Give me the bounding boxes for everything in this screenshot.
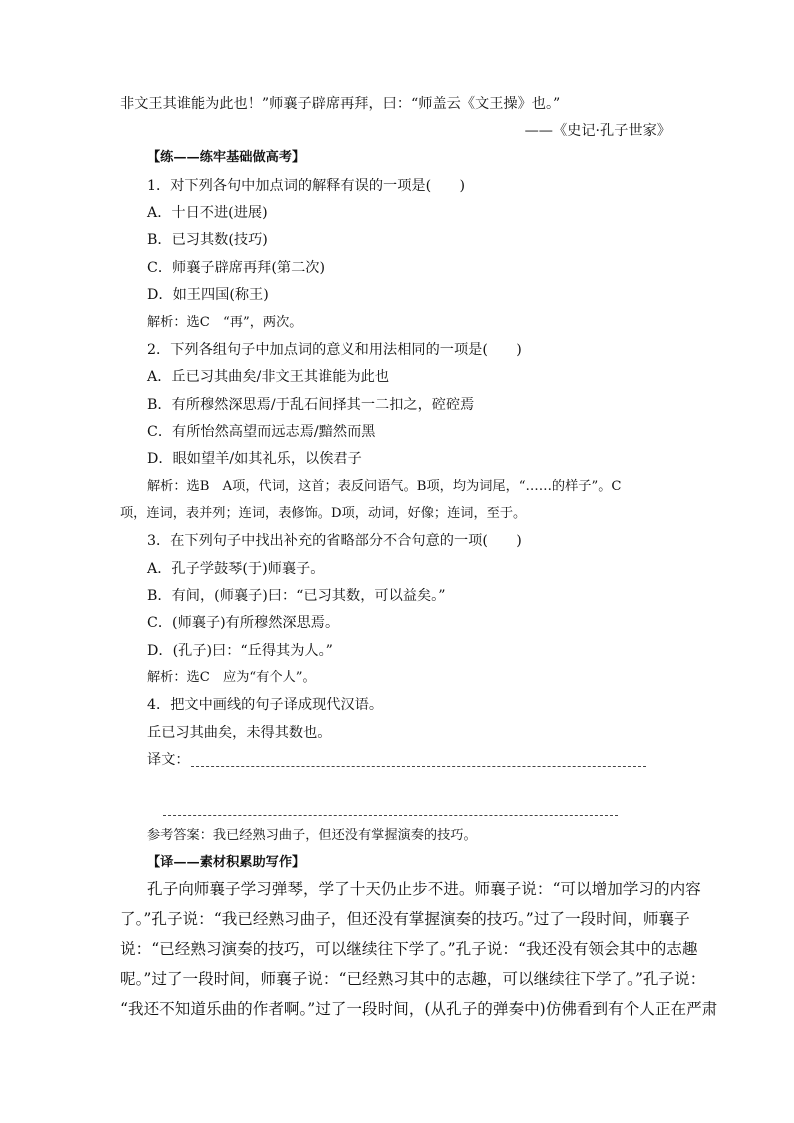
question-2-analysis-line-1: 解析：选B A项，代词，这首；表反问语气。B项，均为词尾，“……的样子”。C [147, 479, 622, 494]
section-heading-translation: 【译——素材积累助写作】 [147, 855, 306, 870]
question-1-stem: 1．对下列各句中加点词的解释有误的一项是( ) [147, 178, 466, 194]
translation-paragraph-line-4: 呢。”过了一段时间，师襄子说：“已经熟习其中的志趣，可以继续往下学了。”孔子说： [120, 970, 706, 988]
question-2-analysis-line-2: 项，连词，表并列；连词，表修饰。D项，动词，好像；连词，至于。 [120, 506, 527, 521]
question-1-option-d: D．如王四国(称王) [147, 287, 269, 303]
question-1-option-c: C．师襄子辟席再拜(第二次) [147, 260, 325, 276]
section-heading-practice: 【练——练牢基础做高考】 [147, 150, 306, 165]
translation-paragraph-line-1: 孔子向师襄子学习弹琴，学了十天仍止步不进。师襄子说：“可以增加学习的内容 [147, 880, 701, 898]
question-3-option-c: C．(师襄子)有所穆然深思焉。 [147, 615, 340, 631]
question-3-stem: 3．在下列句子中找出补充的省略部分不合句意的一项( ) [147, 533, 522, 549]
answer-line-1[interactable] [191, 766, 646, 767]
passage-end-line: 非文王其谁能为此也！”师襄子辟席再拜，曰：“师盖云《文王操》也。” [120, 96, 561, 112]
question-4-sentence: 丘已习其曲矣，未得其数也。 [147, 725, 332, 741]
question-3-option-b: B．有间，(师襄子)曰：“已习其数，可以益矣。” [147, 588, 446, 604]
question-2-option-a: A．丘已习其曲矣/非文王其谁能为此也 [147, 369, 390, 385]
reference-answer: 参考答案：我已经熟习曲子，但还没有掌握演奏的技巧。 [147, 828, 477, 843]
question-3-option-d: D．(孔子)曰：“丘得其为人。” [147, 643, 333, 659]
question-1-option-a: A．十日不进(进展) [147, 205, 268, 221]
answer-line-2[interactable] [163, 815, 618, 816]
translation-paragraph-line-3: 说：“已经熟习演奏的技巧，可以继续往下学了。”孔子说：“我还没有领会其中的志趣 [120, 940, 698, 958]
translation-paragraph-line-5: “我还不知道乐曲的作者啊。”过了一段时间，(从孔子的弹奏中)仿佛看到有个人正在严肃 [120, 1000, 718, 1018]
question-2-option-b: B．有所穆然深思焉/于乱石间择其一二扣之，硿硿焉 [147, 397, 475, 413]
question-3-option-a: A．孔子学鼓琴(于)师襄子。 [147, 561, 325, 577]
question-4-stem: 4．把文中画线的句子译成现代汉语。 [147, 697, 384, 713]
source-citation: ——《史记·孔子世家》 [524, 123, 671, 139]
question-2-option-d: D．眼如望羊/如其礼乐，以俟君子 [147, 451, 362, 467]
translation-label: 译文： [147, 752, 190, 768]
question-2-stem: 2．下列各组句子中加点词的意义和用法相同的一项是( ) [147, 342, 522, 358]
translation-paragraph-line-2: 了。”孔子说：“我已经熟习曲子，但还没有掌握演奏的技巧。”过了一段时间，师襄子 [120, 910, 690, 928]
question-3-analysis: 解析：选C 应为“有个人”。 [147, 670, 316, 685]
question-1-analysis: 解析：选C “再”，两次。 [147, 315, 303, 330]
question-1-option-b: B．已习其数(技巧) [147, 232, 268, 248]
question-2-option-c: C．有所怡然高望而远志焉/黯然而黑 [147, 424, 376, 440]
